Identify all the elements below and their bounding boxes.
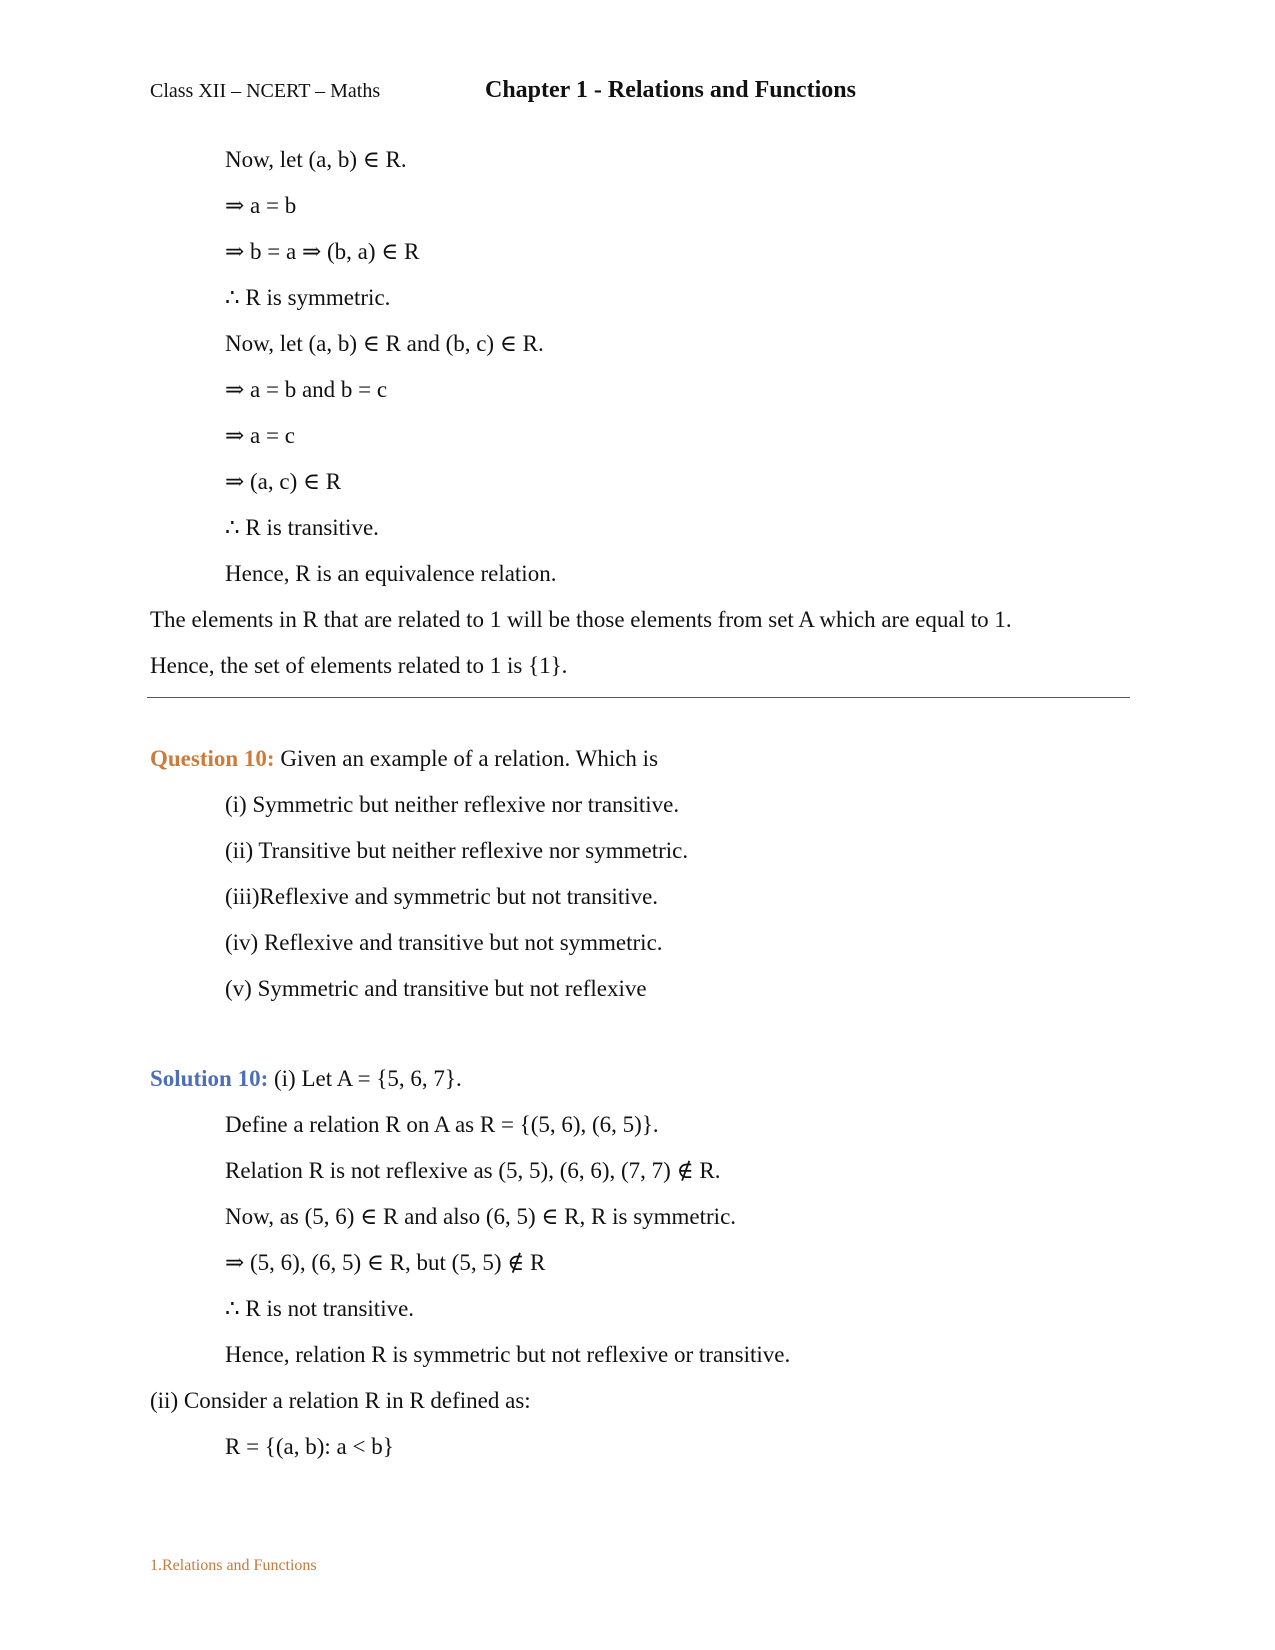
chapter-title: Chapter 1 - Relations and Functions	[485, 77, 856, 103]
proof-line: ⇒ a = b	[225, 193, 297, 218]
question-item: (iii)Reflexive and symmetric but not transitive.	[225, 884, 659, 909]
conclusion-line: The elements in R that are related to 1 will be those elements from set A which are equal to 1.	[150, 607, 1012, 632]
question-heading	[150, 746, 658, 772]
solution-line: Relation R is not reflexive as (5, 5), (6, 6), (7, 7) ∉ R.	[225, 1158, 721, 1183]
proof-line: ⇒ (a, c) ∈ R	[225, 469, 342, 494]
solution-heading	[150, 1066, 462, 1092]
solution-part-ii-definition: R = {(a, b): a < b}	[225, 1434, 394, 1459]
solution-line: Define a relation R on A as R = {(5, 6), (6, 5)}.	[225, 1112, 659, 1137]
question-text: Given an example of a relation. Which is	[274, 746, 659, 771]
proof-line: ⇒ b = a ⇒ (b, a) ∈ R	[225, 239, 420, 264]
proof-line: ∴ R is symmetric.	[225, 285, 391, 310]
proof-line: ∴ R is transitive.	[225, 515, 379, 540]
question-item: (v) Symmetric and transitive but not reflexive	[225, 976, 647, 1001]
section-divider	[147, 697, 1130, 698]
conclusion-line: Hence, the set of elements related to 1 is {1}.	[150, 653, 568, 678]
solution-label: Solution 10:	[150, 1066, 269, 1091]
question-item: (ii) Transitive but neither reflexive nor symmetric.	[225, 838, 689, 863]
proof-line: ⇒ a = b and b = c	[225, 377, 388, 402]
proof-line: Now, let (a, b) ∈ R.	[225, 147, 407, 172]
solution-line: ∴ R is not transitive.	[225, 1296, 415, 1321]
proof-line: ⇒ a = c	[225, 423, 295, 448]
page-footer: 1.Relations and Functions	[150, 1557, 317, 1574]
solution-text: (i) Let A = {5, 6, 7}.	[268, 1066, 462, 1091]
solution-line: Now, as (5, 6) ∈ R and also (6, 5) ∈ R, R is symmetric.	[225, 1204, 737, 1229]
question-item: (i) Symmetric but neither reflexive nor transitive.	[225, 792, 680, 817]
header-class-text: Class XII – NCERT – Maths	[150, 80, 381, 102]
question-label: Question 10:	[150, 746, 275, 771]
solution-line: Hence, relation R is symmetric but not reflexive or transitive.	[225, 1342, 791, 1367]
question-item: (iv) Reflexive and transitive but not symmetric.	[225, 930, 663, 955]
proof-line: Hence, R is an equivalence relation.	[225, 561, 557, 586]
solution-part-ii: (ii) Consider a relation R in R defined as:	[150, 1388, 531, 1413]
proof-line: Now, let (a, b) ∈ R and (b, c) ∈ R.	[225, 331, 544, 356]
solution-line: ⇒ (5, 6), (6, 5) ∈ R, but (5, 5) ∉ R	[225, 1250, 546, 1275]
